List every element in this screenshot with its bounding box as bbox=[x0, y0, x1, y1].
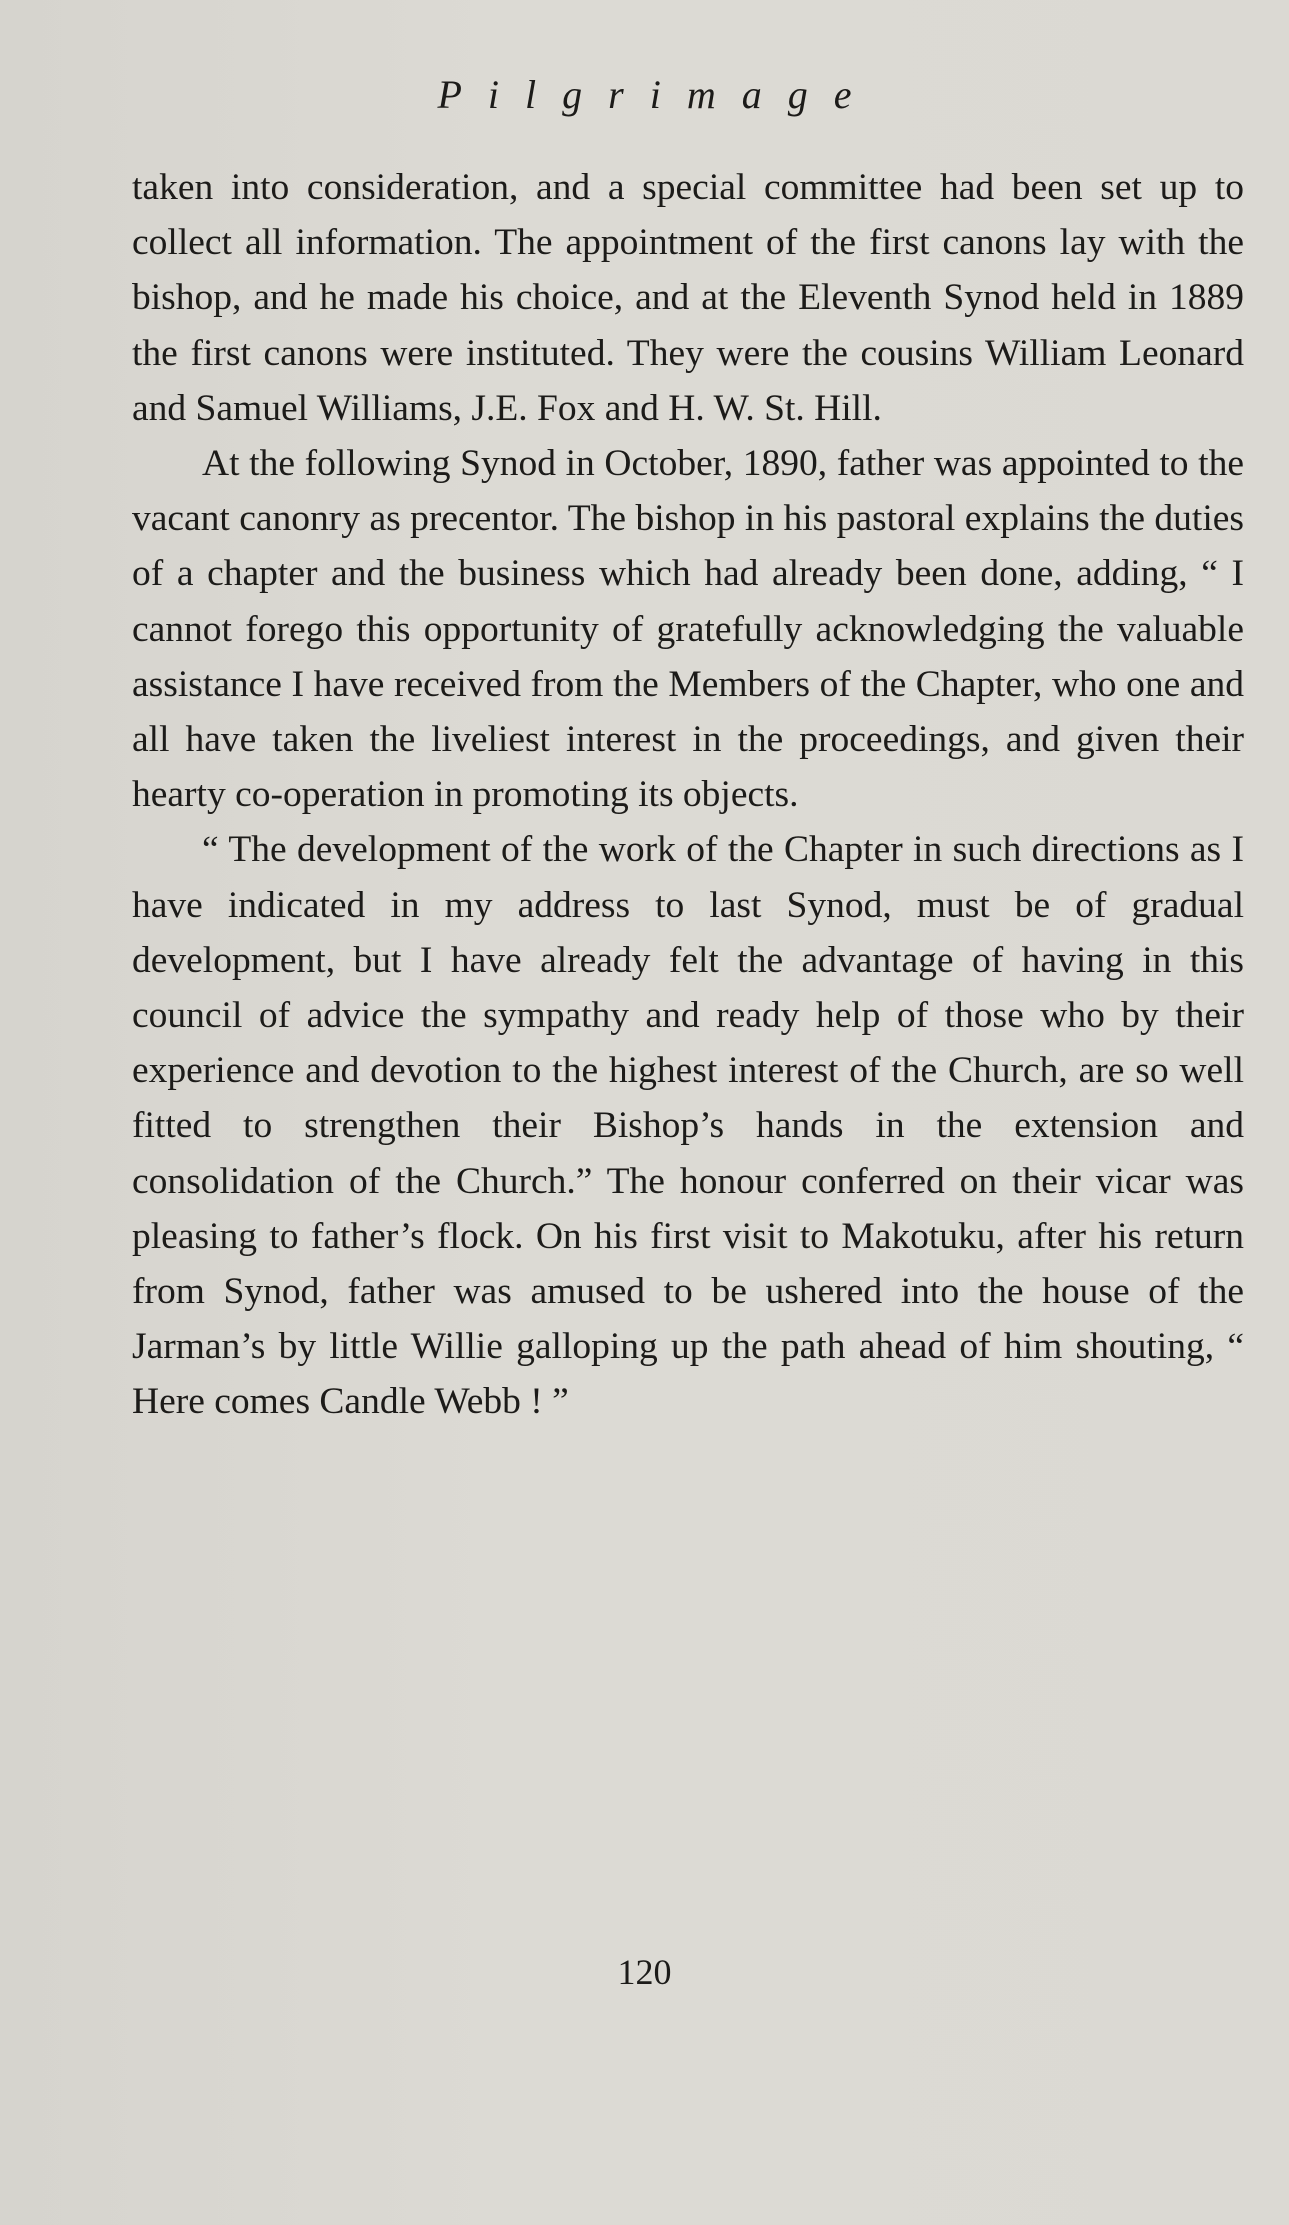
paragraph-1: taken into consideration, and a special committee had been set up to collect all information. The appointment of the first canons lay with the bishop, and he made his choice, and at the Eleventh Synod held in 1889 the first canons were instituted. They were the cousins William Leonard and Samuel Williams, J.E. Fox and H. W. St. Hill. bbox=[132, 167, 1244, 429]
running-head-title: Pilgrimage bbox=[437, 72, 878, 117]
paragraph-2: At the following Synod in October, 1890, father was appointed to the vacant canonry as precentor. The bishop in his pastoral explains the duties of a chapter and the business which had already been done, adding, “ I cannot forego this opportunity of gratefully acknowledging the valuable assistance I have received from the Members of the Chapter, who one and all have taken the liveliest interest in the proceedings, and given their hearty co-operation in promoting its objects. bbox=[132, 443, 1244, 816]
paragraph-3: “ The development of the work of the Chapter in such directions as I have indicated in my address to last Synod, must be of gradual development, but I have already felt the advantage of having in this council of advice the sympathy and ready help of those who by their experience and devotion to the highest interest of the Church, are so well fitted to strengthen their Bishop’s hands in the extension and consolidation of the Church.” The honour conferred on their vicar was pleasing to father’s flock. On his first visit to Makotuku, after his return from Synod, father was amused to be ushered into the house of the Jarman’s by little Willie galloping up the path ahead of him shouting, “ Here comes Candle Webb ! ” bbox=[132, 829, 1244, 1423]
body-text bbox=[132, 160, 1244, 1430]
page-number: 120 bbox=[617, 1952, 672, 1992]
